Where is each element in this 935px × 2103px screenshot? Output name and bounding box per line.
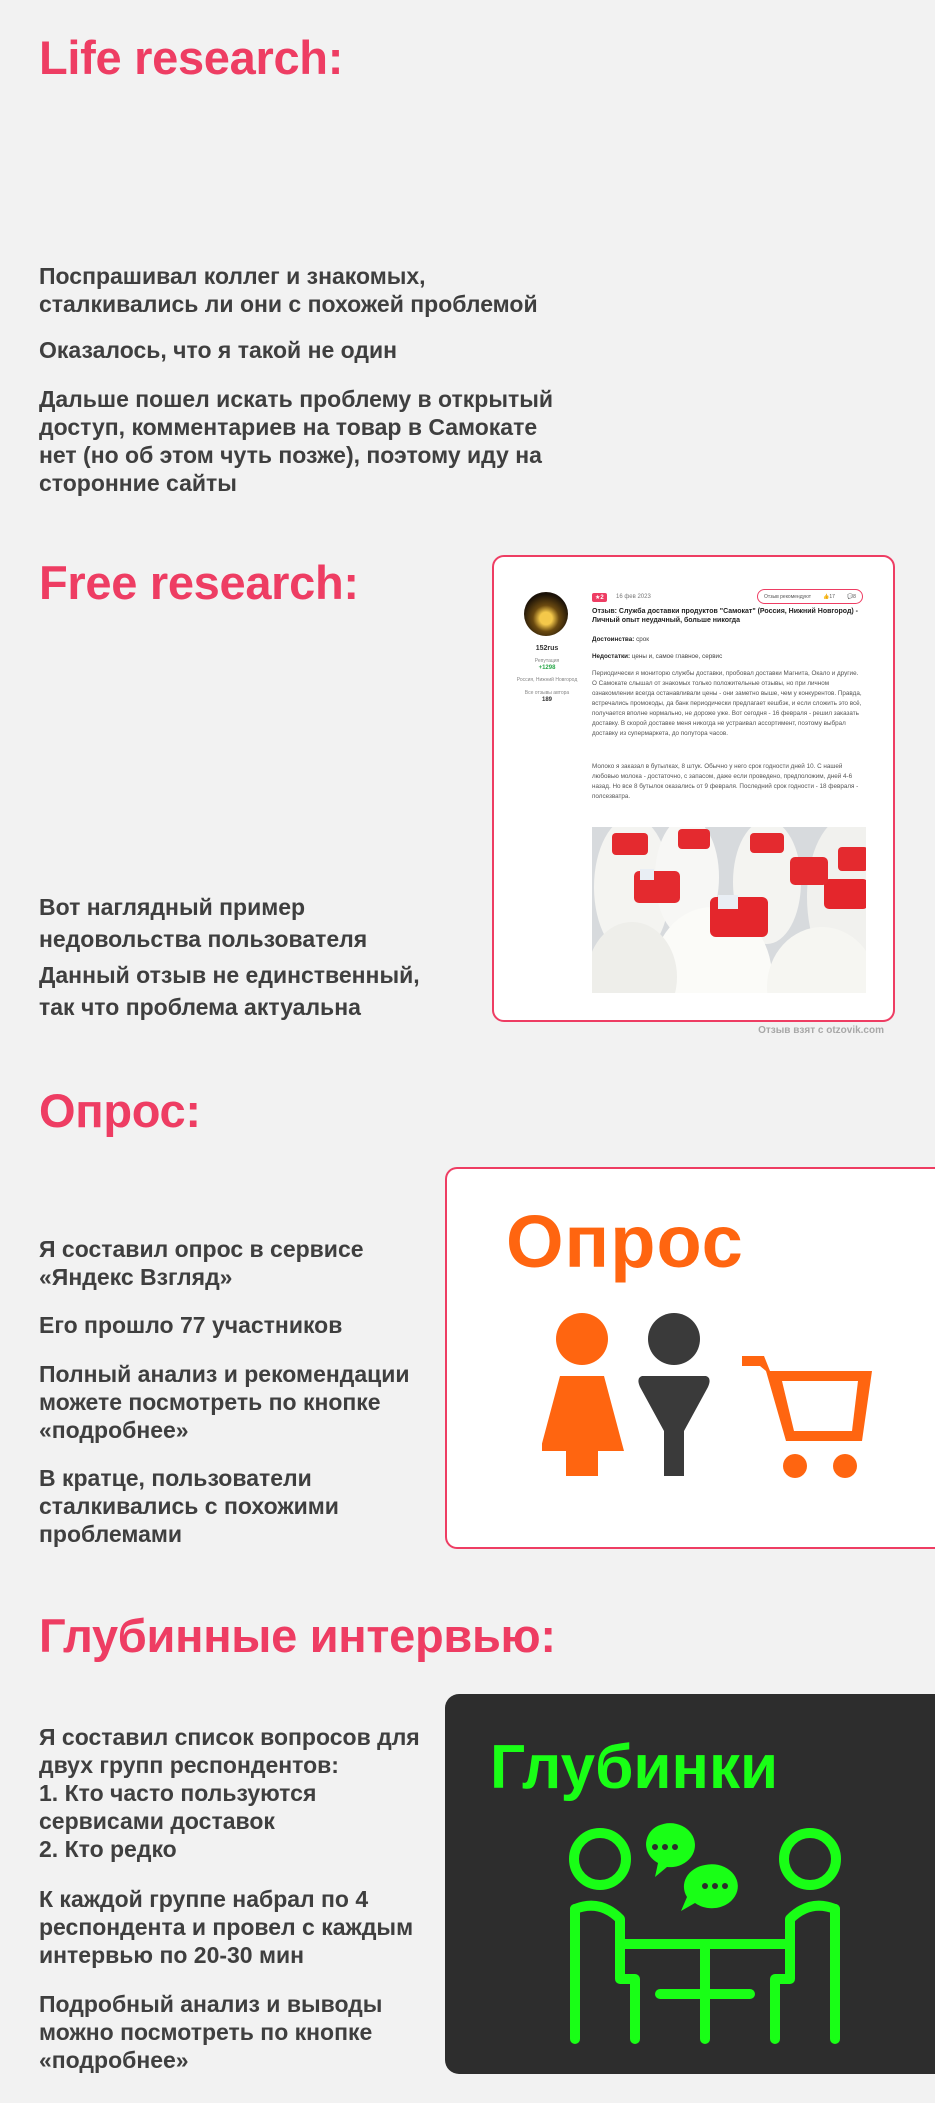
interviews-text-3: Подробный анализ и выводы можно посмотреть по кнопке «подробнее» bbox=[39, 1991, 383, 2073]
interviews-text-2: К каждой группе набрал по 4 респондента и провел с каждым интервью по 20-30 мин bbox=[39, 1886, 414, 1968]
review-location: Россия, Нижний Новгород bbox=[516, 677, 578, 683]
recommend-box bbox=[757, 589, 863, 604]
rating-badge: ★2 bbox=[592, 593, 607, 602]
interviews-card-label: Глубинки bbox=[490, 1733, 779, 1802]
survey-text-1: Я составил опрос в сервисе «Яндекс Взгляд» bbox=[39, 1236, 364, 1290]
milk-bottles-photo bbox=[592, 827, 866, 993]
review-username: 152rus bbox=[535, 645, 559, 652]
section-title-free: Free research: bbox=[39, 556, 359, 609]
cons-label: Недостатки: bbox=[592, 653, 631, 660]
avatar bbox=[524, 592, 568, 636]
cons-text: цены и, самое главное, сервис bbox=[631, 653, 723, 660]
survey-text-4: В кратце, пользователи сталкивались с похожими проблемами bbox=[39, 1465, 339, 1547]
review-body-1: Периодически я мониторю службы доставки, пробовал доставки Магнита, Окало и другие. О Самокате слышал от знакомых только положительные отзывы, но при личном ознакомлении всегда останавливали цены - они заметно выше, чем у конкурентов. Правда, встречались промокоды, да банк периодически предлагает кешбэк, и если сложить это всё, получается вполне нормально, не дороже уже. Вот сегодня - 16 февраля - решил заказать доставку. В скорой доставке меня никогда не устраивал ассортимент, поэтому выбрал доставку из супермаркета, до полутора часов. bbox=[592, 670, 862, 737]
reputation-label: Репутация bbox=[534, 658, 560, 664]
survey-text-3: Полный анализ и рекомендации можете посмотреть по кнопке «подробнее» bbox=[39, 1361, 410, 1443]
all-reviews-value: 189 bbox=[541, 697, 552, 703]
interviews-text-1: Я составил список вопросов для двух групп респондентов: 1. Кто часто пользуются сервисами доставок 2. Кто редко bbox=[39, 1724, 420, 1862]
review-source-credit: Отзыв взят с otzovik.com bbox=[758, 1025, 884, 1036]
review-pros bbox=[592, 635, 862, 645]
recommend-label: Отзыв рекомендуют bbox=[764, 593, 812, 600]
section-title-interviews: Глубинные интервью: bbox=[39, 1609, 556, 1662]
reputation-value: +1298 bbox=[538, 665, 556, 671]
survey-text-2: Его прошло 77 участников bbox=[39, 1312, 343, 1338]
review-date: 16 фев 2023 bbox=[616, 594, 651, 600]
milk-bottles-illustration bbox=[592, 827, 866, 993]
review-screenshot bbox=[492, 555, 895, 1022]
interviews-card bbox=[445, 1694, 935, 2074]
review-body-2: Молоко я заказал в бутылках, 8 штук. Обычно у него срок годности дней 10. С нашей любовью молока - достаточно, с запасом, даже если проведено, предположим, дней 4-6 назад. Но все 8 бутылок оказались от 9 февраля. Последний срок годности - 18 февраля - полсезватра. bbox=[592, 763, 859, 800]
life-text-3: Дальше пошел искать проблему в открытый доступ, комментариев на товар в Самокате нет (но об этом чуть позже), поэтому иду на сторонние сайты bbox=[39, 386, 554, 496]
pros-text: срок bbox=[636, 636, 649, 643]
free-text-2: Данный отзыв не единственный, так что проблема актуальна bbox=[39, 962, 420, 1020]
review-cons bbox=[592, 652, 862, 662]
dialogue-people-icon bbox=[565, 1819, 845, 2059]
all-reviews-label: Все отзывы автора bbox=[524, 690, 570, 696]
survey-people-cart-icon bbox=[542, 1311, 872, 1486]
survey-card bbox=[445, 1167, 935, 1549]
comments-count: 💬8 bbox=[846, 593, 856, 600]
life-text-2: Оказалось, что я такой не один bbox=[39, 337, 398, 363]
section-title-survey: Опрос: bbox=[39, 1084, 201, 1137]
free-text-1: Вот наглядный пример недовольства пользователя bbox=[39, 894, 368, 952]
section-title-life: Life research: bbox=[39, 31, 344, 84]
review-title: Отзыв: Служба доставки продуктов "Самокат" (Россия, Нижний Новгород) - Личный опыт неудачный, больше никогда bbox=[592, 608, 859, 624]
likes-count: 👍17 bbox=[823, 593, 835, 600]
life-text-1: Поспрашивал коллег и знакомых, сталкивались ли они с похожей проблемой bbox=[39, 263, 538, 317]
survey-card-label: Опрос bbox=[506, 1200, 744, 1283]
pros-label: Достоинства: bbox=[592, 636, 635, 643]
